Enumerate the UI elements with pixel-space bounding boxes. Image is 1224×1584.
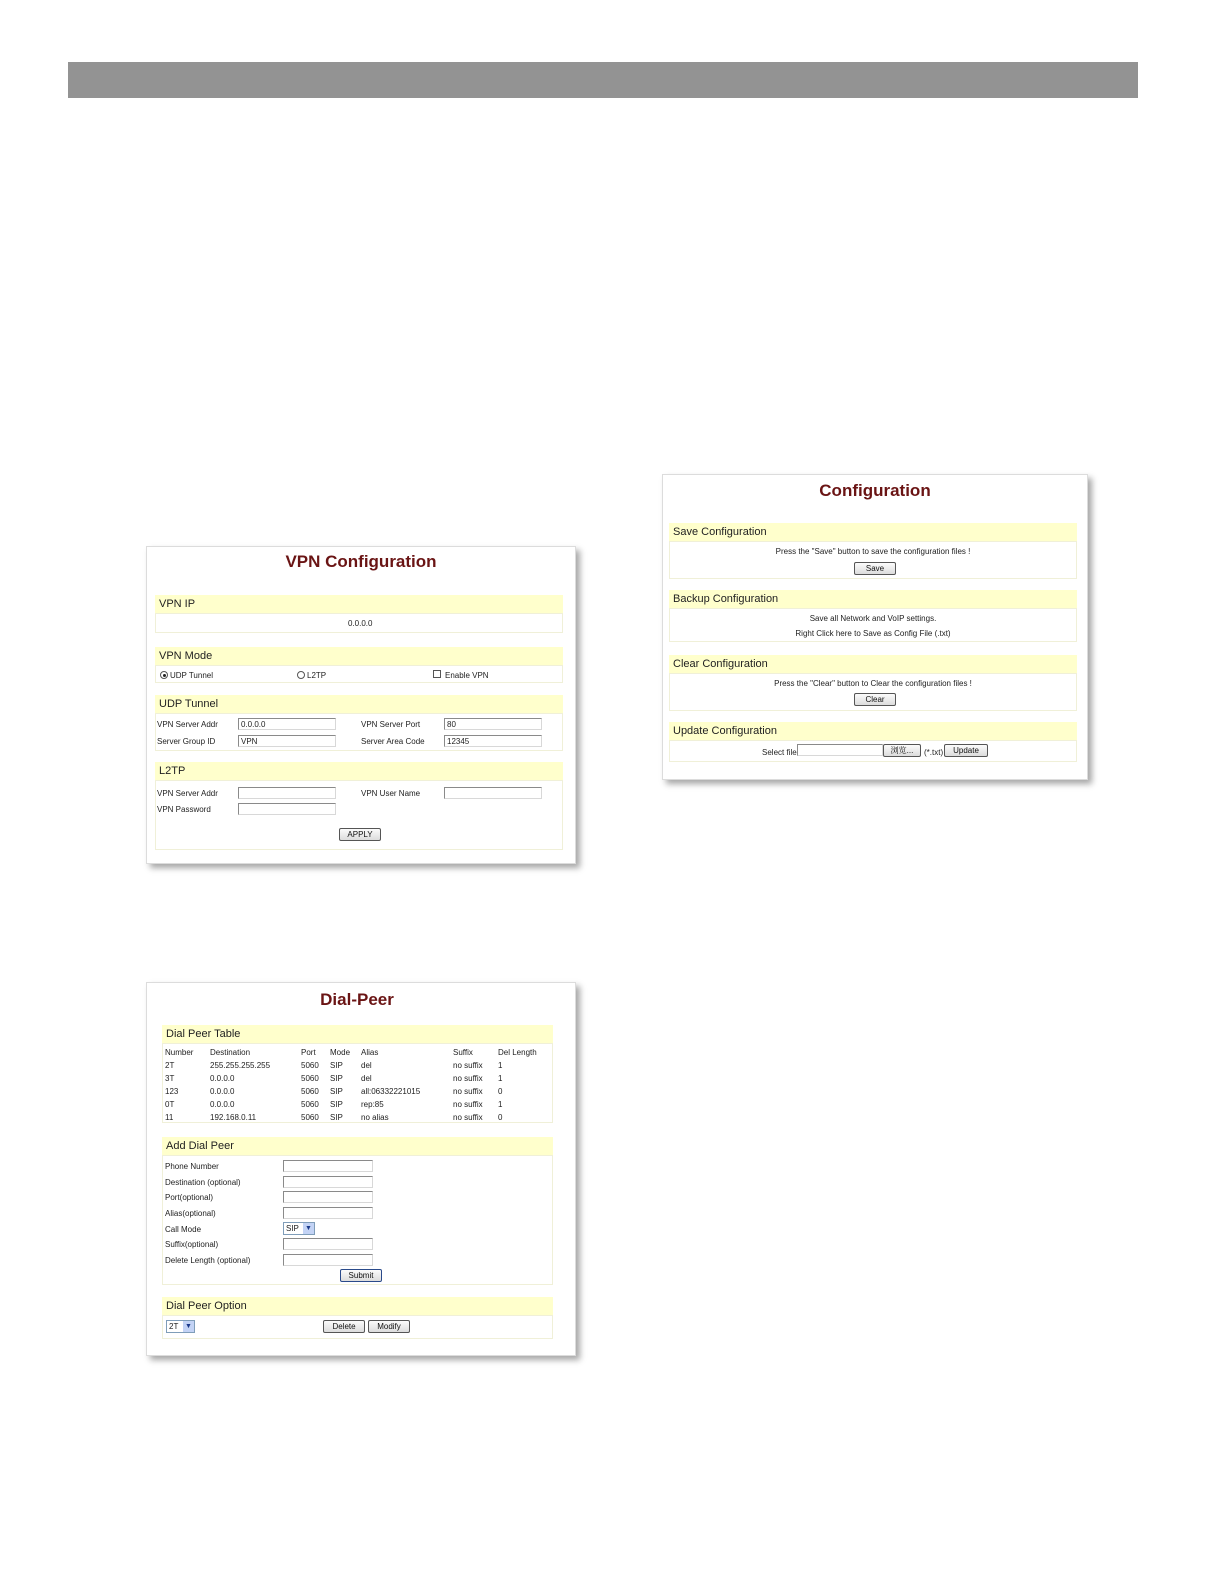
- table-cell: no suffix: [453, 1061, 483, 1070]
- vpn-title: VPN Configuration: [285, 552, 437, 571]
- backup-box: [669, 608, 1077, 642]
- table-cell: 5060: [301, 1061, 319, 1070]
- l2tp-label: L2TP: [307, 671, 327, 680]
- col-suffix: Suffix: [453, 1048, 473, 1057]
- add-dial-peer-header: Add Dial Peer: [162, 1137, 553, 1155]
- server-area-code-input[interactable]: 12345: [444, 735, 542, 747]
- destination-input[interactable]: [283, 1176, 373, 1188]
- table-cell: no alias: [361, 1113, 389, 1122]
- vpn-configuration-panel: [146, 546, 576, 864]
- add-dial-peer-form: [162, 1155, 553, 1285]
- backup-text: Save all Network and VoIP settings.: [809, 614, 937, 623]
- table-cell: 0.0.0.0: [210, 1100, 235, 1109]
- l2tp-password-label: VPN Password: [157, 805, 211, 814]
- table-cell: 0: [498, 1113, 503, 1122]
- col-alias: Alias: [361, 1048, 379, 1057]
- table-cell: no suffix: [453, 1087, 483, 1096]
- port-input[interactable]: [283, 1191, 373, 1203]
- enable-vpn-label: Enable VPN: [445, 671, 489, 680]
- udp-tunnel-radio[interactable]: [160, 671, 168, 679]
- chevron-down-icon: ▼: [183, 1321, 194, 1332]
- table-cell: SIP: [330, 1100, 343, 1109]
- save-button[interactable]: Save: [854, 562, 896, 575]
- table-cell: 11: [165, 1113, 174, 1122]
- table-cell: 192.168.0.11: [210, 1113, 257, 1122]
- table-cell: 0.0.0.0: [210, 1087, 235, 1096]
- table-cell: no suffix: [453, 1074, 483, 1083]
- col-port: Port: [301, 1048, 316, 1057]
- phone-number-input[interactable]: [283, 1160, 373, 1172]
- table-cell: rep:85: [361, 1100, 384, 1109]
- select-file-input[interactable]: [797, 744, 883, 756]
- udp-server-addr-label: VPN Server Addr: [157, 720, 218, 729]
- table-cell: 1: [498, 1100, 503, 1109]
- table-cell: 5060: [301, 1113, 319, 1122]
- clear-configuration-header: Clear Configuration: [669, 655, 1077, 673]
- port-label: Port(optional): [165, 1193, 214, 1202]
- table-cell: SIP: [330, 1087, 343, 1096]
- l2tp-header: L2TP: [155, 762, 563, 780]
- phone-number-label: Phone Number: [165, 1162, 219, 1171]
- l2tp-password-input[interactable]: [238, 803, 336, 815]
- vpn-ip-header: VPN IP: [155, 595, 563, 613]
- table-cell: 123: [165, 1087, 179, 1096]
- vpn-mode-box: [155, 665, 563, 683]
- dial-peer-option-box: [162, 1315, 553, 1339]
- save-configuration-header: Save Configuration: [669, 523, 1077, 541]
- clear-box: [669, 673, 1077, 711]
- table-cell: no suffix: [453, 1100, 483, 1109]
- apply-button[interactable]: APPLY: [339, 828, 381, 841]
- delete-length-input[interactable]: [283, 1254, 373, 1266]
- browse-button[interactable]: 浏览...: [883, 744, 921, 757]
- dial-peer-title: Dial-Peer: [320, 990, 394, 1009]
- file-ext-label: (*.txt): [924, 748, 944, 757]
- alias-label: Alias(optional): [165, 1209, 216, 1218]
- col-del-length: Del Length: [498, 1048, 537, 1057]
- table-cell: del: [361, 1061, 372, 1070]
- udp-tunnel-label: UDP Tunnel: [170, 671, 213, 680]
- alias-input[interactable]: [283, 1207, 373, 1219]
- table-cell: 1: [498, 1061, 503, 1070]
- table-cell: 3T: [165, 1074, 175, 1083]
- col-mode: Mode: [330, 1048, 351, 1057]
- update-box: [669, 740, 1077, 762]
- col-destination: Destination: [210, 1048, 251, 1057]
- table-cell: 255.255.255.255: [210, 1061, 271, 1070]
- udp-tunnel-header: UDP Tunnel: [155, 695, 563, 713]
- table-cell: SIP: [330, 1113, 343, 1122]
- save-box: [669, 541, 1077, 579]
- destination-label: Destination (optional): [165, 1178, 241, 1187]
- udp-server-port-label: VPN Server Port: [361, 720, 421, 729]
- l2tp-radio[interactable]: [297, 671, 305, 679]
- chevron-down-icon: ▼: [303, 1223, 314, 1234]
- dial-peer-option-select[interactable]: [166, 1320, 195, 1333]
- enable-vpn-checkbox[interactable]: [433, 670, 441, 678]
- select-file-label: Select file: [762, 748, 797, 757]
- l2tp-server-addr-label: VPN Server Addr: [157, 789, 218, 798]
- server-group-id-input[interactable]: VPN: [238, 735, 336, 747]
- table-cell: 1: [498, 1074, 503, 1083]
- table-cell: 5060: [301, 1100, 319, 1109]
- server-area-code-label: Server Area Code: [361, 737, 425, 746]
- clear-button[interactable]: Clear: [854, 693, 896, 706]
- table-cell: 0T: [165, 1100, 175, 1109]
- submit-button[interactable]: Submit: [340, 1269, 382, 1282]
- call-mode-label: Call Mode: [165, 1225, 202, 1234]
- dial-peer-option-header: Dial Peer Option: [162, 1297, 553, 1315]
- table-cell: 5060: [301, 1087, 319, 1096]
- table-cell: no suffix: [453, 1113, 483, 1122]
- update-configuration-header: Update Configuration: [669, 722, 1077, 740]
- udp-server-addr-input[interactable]: 0.0.0.0: [238, 718, 336, 730]
- clear-text: Press the "Clear" button to Clear the configuration files !: [774, 679, 972, 688]
- vpn-ip-value: 0.0.0.0: [348, 619, 373, 628]
- udp-server-port-input[interactable]: 80: [444, 718, 542, 730]
- update-button[interactable]: Update: [944, 744, 988, 757]
- header-bar: [68, 62, 1138, 98]
- udp-tunnel-box: [155, 713, 563, 751]
- dial-peer-panel: [146, 982, 576, 1356]
- save-text: Press the "Save" button to save the configuration files !: [775, 547, 971, 556]
- l2tp-user-name-input[interactable]: [444, 787, 542, 799]
- table-cell: 5060: [301, 1074, 319, 1083]
- delete-length-label: Delete Length (optional): [165, 1256, 251, 1265]
- table-cell: SIP: [330, 1074, 343, 1083]
- configuration-panel: [662, 474, 1088, 780]
- call-mode-value: SIP: [286, 1224, 299, 1233]
- table-cell: all:06332221015: [361, 1087, 421, 1096]
- suffix-input[interactable]: [283, 1238, 373, 1250]
- table-cell: 0: [498, 1087, 503, 1096]
- table-cell: 0.0.0.0: [210, 1074, 235, 1083]
- vpn-mode-header: VPN Mode: [155, 647, 563, 665]
- table-cell: del: [361, 1074, 372, 1083]
- dial-peer-table: [162, 1043, 553, 1123]
- table-cell: 2T: [165, 1061, 175, 1070]
- l2tp-server-addr-input[interactable]: [238, 787, 336, 799]
- l2tp-user-name-label: VPN User Name: [361, 789, 421, 798]
- suffix-label: Suffix(optional): [165, 1240, 219, 1249]
- l2tp-box: [155, 780, 563, 850]
- dial-peer-table-header: Dial Peer Table: [162, 1025, 553, 1043]
- backup-configuration-header: Backup Configuration: [669, 590, 1077, 608]
- server-group-id-label: Server Group ID: [157, 737, 216, 746]
- vpn-ip-box: [155, 613, 563, 633]
- configuration-title: Configuration: [819, 481, 931, 500]
- delete-button[interactable]: Delete: [323, 1320, 365, 1333]
- backup-save-link[interactable]: Right Click here to Save as Config File (.txt): [795, 629, 951, 638]
- dial-peer-option-value: 2T: [169, 1322, 179, 1331]
- modify-button[interactable]: Modify: [368, 1320, 410, 1333]
- table-cell: SIP: [330, 1061, 343, 1070]
- call-mode-select[interactable]: [283, 1222, 315, 1235]
- col-number: Number: [165, 1048, 194, 1057]
